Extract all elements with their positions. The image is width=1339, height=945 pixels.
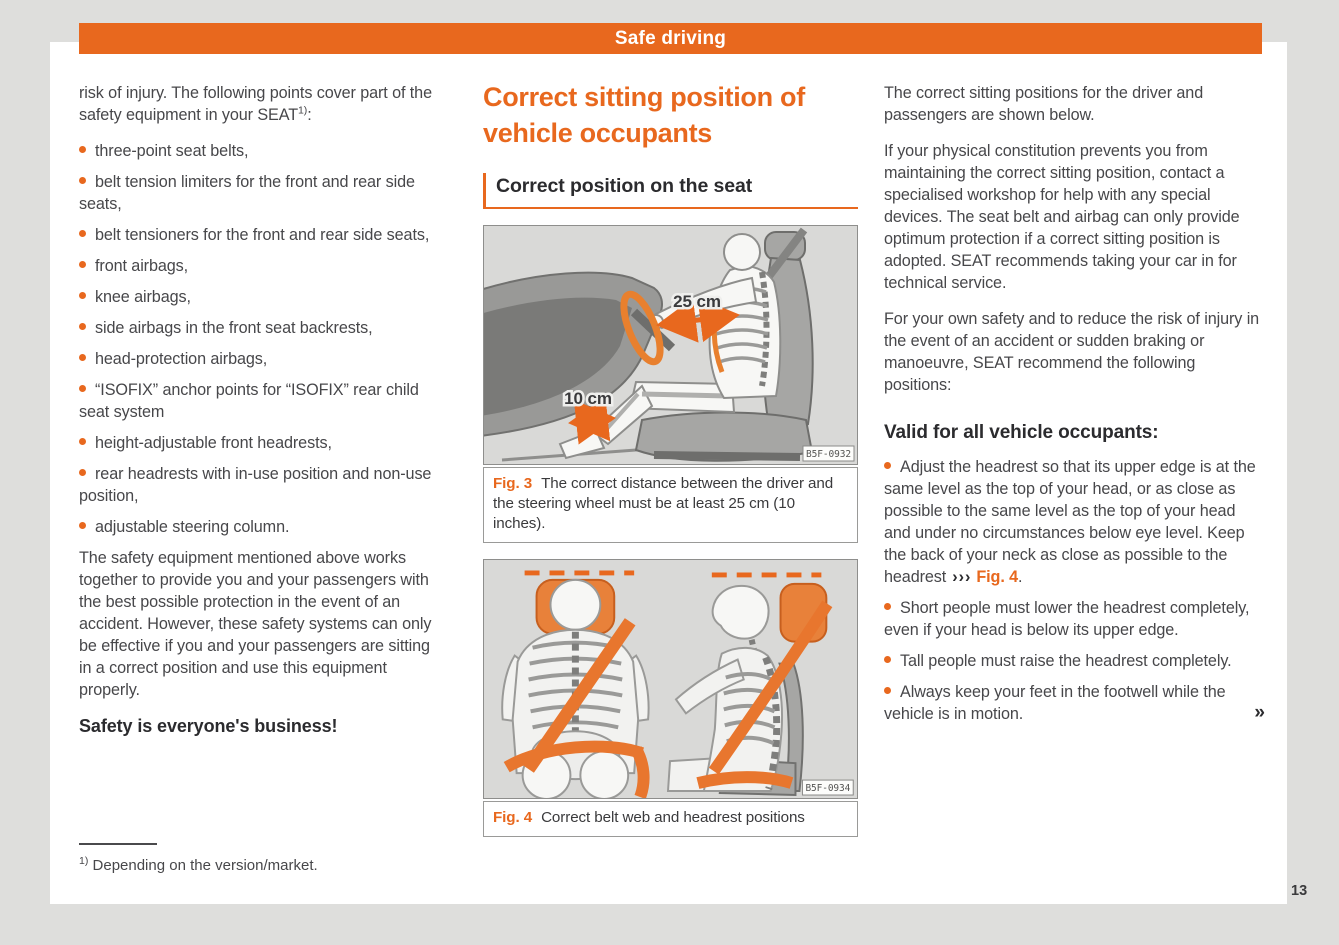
bullet-dot xyxy=(884,687,891,694)
right-column xyxy=(884,82,1264,734)
distance-label-25cm: 25 cm xyxy=(673,292,721,311)
page-continuation-mark: » xyxy=(1254,702,1264,723)
bullet-dot xyxy=(79,438,86,445)
footnote-rule xyxy=(79,843,157,845)
bullet-dot xyxy=(79,323,86,330)
list-item: head-protection airbags, xyxy=(79,348,439,370)
subsection-title: Correct position on the seat xyxy=(483,173,858,209)
bullet-dot xyxy=(79,385,86,392)
list-item: belt tensioners for the front and rear side seats, xyxy=(79,224,439,246)
figure4-image-code: B5F-0934 xyxy=(805,783,851,795)
chapter-header-bar xyxy=(79,23,1262,54)
list-item: Always keep your feet in the footwell while the vehicle is in motion. » xyxy=(884,683,1264,723)
figure3-image-code: B5F-0932 xyxy=(806,449,851,460)
section-title: Correct sitting position of vehicle occupants xyxy=(483,82,805,148)
closing-paragraph: The safety equipment mentioned above works together to provide you and your passengers with the best possible protection in the event of an accident. However, these safety systems can only be effective if you and your passengers are sitting in a correct position and use this equipment properly. xyxy=(79,549,432,699)
bullet-dot xyxy=(884,462,891,469)
footnote-reference: 1) xyxy=(298,104,308,117)
bullet-dot xyxy=(884,656,891,663)
figure3-illustration xyxy=(483,225,858,465)
emphasis-line: Safety is everyone's business! xyxy=(79,716,338,736)
bullet-dot xyxy=(79,177,86,184)
bullet-dot xyxy=(79,292,86,299)
footnote xyxy=(79,843,439,874)
figure4-label: Fig. 4 xyxy=(493,809,533,826)
figure4-caption: Fig. 4 Correct belt web and headrest positions xyxy=(483,801,858,837)
list-item: rear headrests with in-use position and non-use position, xyxy=(79,465,432,505)
bullet-dot xyxy=(79,522,86,529)
list-item: three-point seat belts, xyxy=(79,140,439,162)
list-item: belt tension limiters for the front and rear side seats, xyxy=(79,173,415,213)
footnote-text: $^{1)}$ Depending on the version/market. xyxy=(79,855,318,874)
list-item: side airbags in the front seat backrests, xyxy=(79,317,439,339)
bullet-dot xyxy=(79,146,86,153)
list-item: front airbags, xyxy=(79,255,439,277)
list-item: height-adjustable front headrests, xyxy=(79,432,439,454)
intro-paragraph: risk of injury. The following points cover part of the safety equipment in your SEAT$^{1)}$: xyxy=(79,84,432,124)
paragraph: For your own safety and to reduce the risk of injury in the event of an accident or sudden braking or manoeuvre, SEAT recommend the following positions: xyxy=(884,310,1260,394)
figure4-svg xyxy=(484,560,857,798)
left-column xyxy=(79,82,439,751)
paragraph: The correct sitting positions for the driver and passengers are shown below. xyxy=(884,84,1204,124)
figure3-svg xyxy=(484,226,857,464)
list-item: Tall people must raise the headrest completely. xyxy=(884,650,1264,672)
figure3-label: Fig. 3 xyxy=(493,475,533,492)
list-item: Adjust the headrest so that its upper edge is at the same level as the top of your head, or as close as possible to the same level as the top of your head and under no circumstances below eye level. Keep the back of your neck as close as possible to the headrest ››› Fig. 4. xyxy=(884,458,1256,586)
cross-reference-fig4: Fig. 4 xyxy=(976,568,1019,586)
cross-reference-arrows: ››› xyxy=(952,568,972,586)
list-item: “ISOFIX” anchor points for “ISOFIX” rear child seat system xyxy=(79,381,419,421)
figure4-illustration xyxy=(483,559,858,799)
list-item: knee airbags, xyxy=(79,286,439,308)
bullet-dot xyxy=(79,354,86,361)
bullet-dot xyxy=(884,603,891,610)
paragraph: If your physical constitution prevents you from maintaining the correct sitting position, contact a specialised workshop for help with any special devices. The seat belt and airbag can only provide optimum protection if a correct sitting position is adopted. SEAT recommends taking your car in for technical service. xyxy=(884,142,1240,292)
distance-label-10cm: 10 cm xyxy=(564,389,612,408)
list-item: Short people must lower the headrest completely, even if your head is below its upper edge. xyxy=(884,599,1250,639)
footnote-marker: 1) xyxy=(79,855,89,867)
subheading-valid-for-all: Valid for all vehicle occupants: xyxy=(884,422,1159,443)
chapter-title: Safe driving xyxy=(614,27,727,49)
middle-column xyxy=(483,79,858,837)
page-number: 13 xyxy=(1291,883,1308,899)
list-item: adjustable steering column. xyxy=(79,516,439,538)
bullet-dot xyxy=(79,230,86,237)
bullet-dot xyxy=(79,469,86,476)
figure3-caption: Fig. 3 The correct distance between the driver and the steering wheel must be at least 25 cm (10 inches). xyxy=(483,467,858,543)
bullet-dot xyxy=(79,261,86,268)
